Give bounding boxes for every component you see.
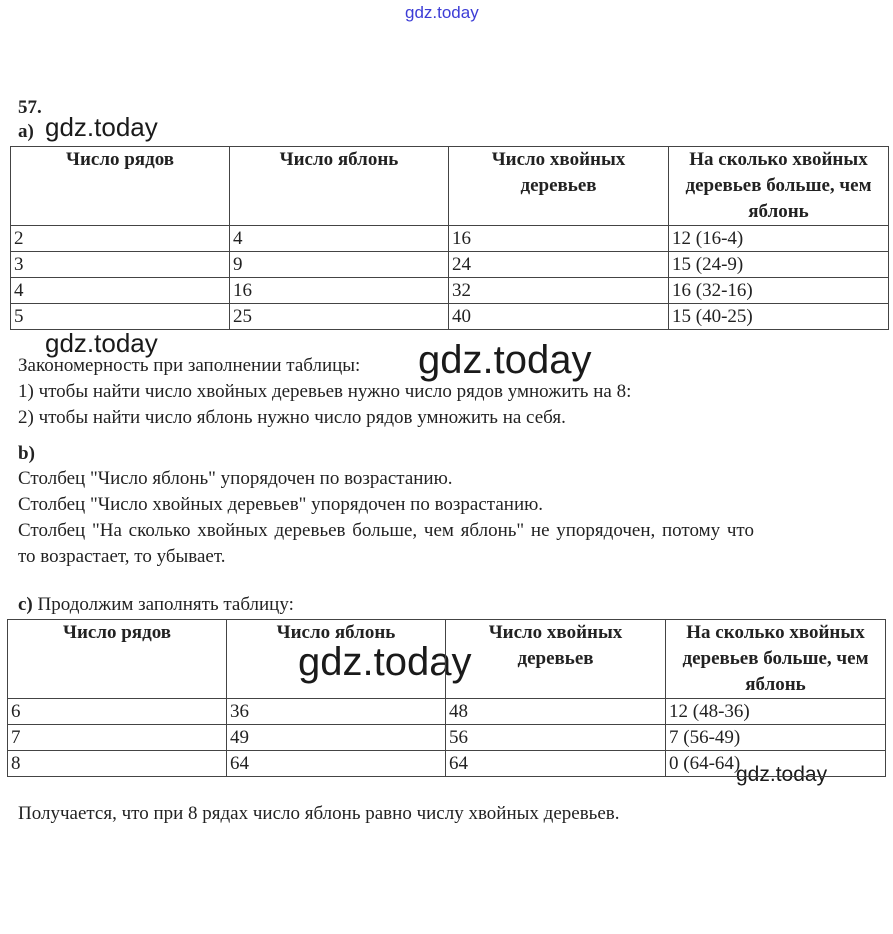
table-cell: 9 (230, 252, 449, 278)
pattern-rule-2: 2) чтобы найти число яблонь нужно число рядов умножить на себя. (18, 407, 566, 428)
table-cell: 15 (40-25) (669, 304, 889, 330)
table-cell: 4 (11, 278, 230, 304)
table-cell: 16 (32-16) (669, 278, 889, 304)
table-cell: 4 (230, 226, 449, 252)
table-cell: 15 (24-9) (669, 252, 889, 278)
header-rows: Число рядов (11, 147, 230, 226)
table-header-row (11, 147, 889, 226)
table-header-row (8, 620, 886, 699)
part-b-label: b) (18, 443, 35, 464)
conclusion: Получается, что при 8 рядах число яблонь равно числу хвойных деревьев. (18, 803, 620, 824)
table-row (11, 226, 889, 252)
part-b-line-2: Столбец "Число хвойных деревьев" упорядочен по возрастанию. (18, 494, 544, 515)
table-cell: 7 (8, 725, 227, 751)
watermark: gdz.today (418, 338, 592, 382)
watermark: gdz.today (298, 640, 472, 684)
watermark: gdz.today (45, 112, 158, 142)
table-cell: 64 (227, 751, 446, 777)
table-cell: 32 (449, 278, 669, 304)
header-apple-trees: Число яблонь (227, 620, 446, 699)
table-cell: 64 (446, 751, 666, 777)
table-cell: 5 (11, 304, 230, 330)
table-row (11, 304, 889, 330)
watermark-top: gdz.today (405, 3, 479, 22)
pattern-rule-1: 1) чтобы найти число хвойных деревьев нужно число рядов умножить на 8: (18, 381, 632, 402)
watermark: gdz.today (45, 328, 158, 358)
table-cell: 25 (230, 304, 449, 330)
table-cell: 7 (56-49) (666, 725, 886, 751)
table-row (8, 751, 886, 777)
table-cell: 24 (449, 252, 669, 278)
table-cell: 56 (446, 725, 666, 751)
part-a-label: a) (18, 121, 34, 142)
part-c-heading: c) Продолжим заполнять таблицу: (18, 594, 294, 615)
table-cell: 12 (48-36) (666, 699, 886, 725)
header-difference: На сколько хвойных деревьев больше, чем яблонь (669, 147, 889, 226)
watermark: gdz.today (736, 763, 828, 786)
table-row (11, 252, 889, 278)
table-row (8, 725, 886, 751)
table-row (8, 699, 886, 725)
header-conifers: Число хвойных деревьев (446, 620, 666, 699)
part-b-line-4: то возрастает, то убывает. (18, 546, 226, 567)
table-cell: 49 (227, 725, 446, 751)
table-cell: 40 (449, 304, 669, 330)
problem-number: 57. (18, 97, 42, 118)
table-cell: 0 (64-64) (666, 751, 886, 777)
table-part-a (10, 146, 889, 330)
table-cell: 12 (16-4) (669, 226, 889, 252)
table-cell: 48 (446, 699, 666, 725)
header-conifers: Число хвойных деревьев (449, 147, 669, 226)
header-rows: Число рядов (8, 620, 227, 699)
table-cell: 3 (11, 252, 230, 278)
part-b-line-3: Столбец "На сколько хвойных деревьев больше, чем яблонь" не упорядочен, потому что (18, 520, 754, 541)
table-cell: 8 (8, 751, 227, 777)
table-cell: 2 (11, 226, 230, 252)
table-cell: 16 (449, 226, 669, 252)
table-cell: 6 (8, 699, 227, 725)
header-difference: На сколько хвойных деревьев больше, чем яблонь (666, 620, 886, 699)
table-cell: 16 (230, 278, 449, 304)
header-apple-trees: Число яблонь (230, 147, 449, 226)
pattern-intro: Закономерность при заполнении таблицы: (18, 355, 361, 376)
table-row (11, 278, 889, 304)
part-b-line-1: Столбец "Число яблонь" упорядочен по возрастанию. (18, 468, 453, 489)
table-part-c (7, 619, 886, 777)
table-cell: 36 (227, 699, 446, 725)
part-c-intro: Продолжим заполнять таблицу: (37, 594, 294, 615)
